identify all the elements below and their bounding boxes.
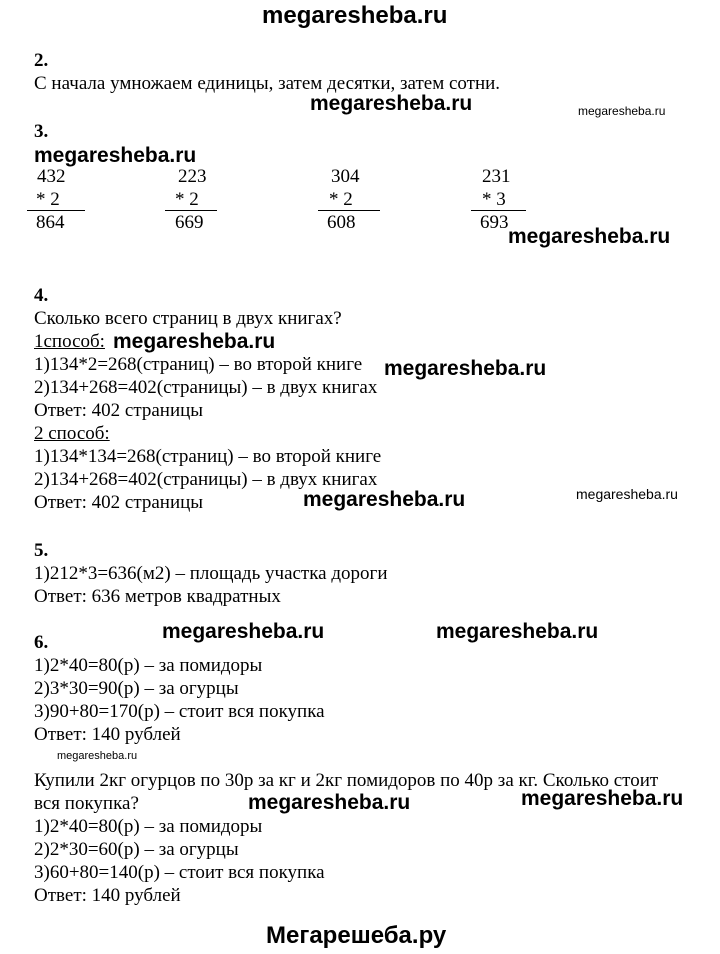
column-top-number: 304 [331,166,360,187]
watermark: megaresheba.ru [384,357,547,380]
watermark: megaresheba.ru [162,620,325,643]
task-2-number: 2. [34,50,49,71]
task-3-number: 3. [34,121,49,142]
watermark: megaresheba.ru [578,104,666,118]
column-divider [165,210,217,211]
column-operation: * 3 [482,189,506,210]
answer-line: Ответ: 402 страницы [34,492,204,513]
watermark: megaresheba.ru [303,488,466,511]
task-4-question: Сколько всего страниц в двух книгах? [34,308,342,329]
method-2-title: 2 способ: [34,423,110,444]
column-divider [27,210,85,211]
solution-line: 1)134*2=268(страниц) – во второй книге [34,354,363,375]
method-1-title: 1способ: [34,331,105,352]
solution-line: 1)2*40=80(р) – за помидоры [34,816,263,837]
task-2-text: С начала умножаем единицы, затем десятки, затем сотни. [34,73,501,94]
column-result: 693 [480,212,509,233]
task-6-number: 6. [34,632,49,653]
column-operation: * 2 [329,189,353,210]
column-result: 608 [327,212,356,233]
column-top-number: 231 [482,166,511,187]
solution-line: 2)2*30=60(р) – за огурцы [34,839,239,860]
header-site-title: megaresheba.ru [262,2,448,29]
task-4-number: 4. [34,285,49,306]
answer-line: Ответ: 636 метров квадратных [34,586,281,607]
solution-line: 3)90+80=170(р) – стоит вся покупка [34,701,325,722]
watermark: megaresheba.ru [113,330,276,353]
task-5-number: 5. [34,540,49,561]
solution-line: 1)2*40=80(р) – за помидоры [34,655,263,676]
solution-line: 1)134*134=268(страниц) – во второй книге [34,446,382,467]
column-result: 669 [175,212,204,233]
solution-line: 2)3*30=90(р) – за огурцы [34,678,239,699]
column-top-number: 432 [37,166,66,187]
watermark: megaresheba.ru [34,144,197,167]
answer-line: Ответ: 140 рублей [34,724,181,745]
watermark: megaresheba.ru [248,791,411,814]
watermark: megaresheba.ru [57,750,138,762]
column-divider [471,210,526,211]
watermark: megaresheba.ru [508,225,671,248]
watermark: megaresheba.ru [310,92,473,115]
task-6-question-line-2: вся покупка? [34,793,139,814]
column-top-number: 223 [178,166,207,187]
column-operation: * 2 [175,189,199,210]
watermark: megaresheba.ru [436,620,599,643]
watermark: megaresheba.ru [576,486,678,502]
solution-line: 2)134+268=402(страницы) – в двух книгах [34,469,378,490]
watermark: megaresheba.ru [521,787,684,810]
answer-line: Ответ: 402 страницы [34,400,204,421]
solution-line: 3)60+80=140(р) – стоит вся покупка [34,862,325,883]
solution-line: 2)134+268=402(страницы) – в двух книгах [34,377,378,398]
column-divider [318,210,380,211]
column-operation: * 2 [36,189,60,210]
answer-line: Ответ: 140 рублей [34,885,181,906]
footer-site-title: Мегарешеба.ру [266,922,447,949]
solution-line: 1)212*3=636(м2) – площадь участка дороги [34,563,388,584]
column-result: 864 [36,212,65,233]
task-6-question-line-1: Купили 2кг огурцов по 30р за кг и 2кг помидоров по 40р за кг. Сколько стоит [34,770,659,791]
